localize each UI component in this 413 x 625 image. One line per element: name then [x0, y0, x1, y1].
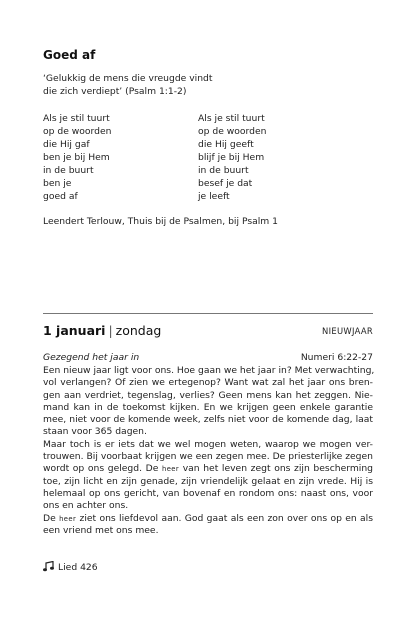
song-reference — [43, 561, 98, 573]
entry-date-line — [43, 323, 161, 338]
poem-line: besef je dat — [198, 178, 253, 189]
text-line — [43, 463, 373, 475]
text-line: helemaal op ons gericht, van bovenaf en rondom ons: naast ons, voor — [43, 487, 373, 499]
poem-right-column — [198, 112, 266, 203]
text-line: gen aan verdriet, tegenslag, verlies? Geen mens kan het zeggen. Nie- — [43, 389, 373, 401]
poem-attribution: Leendert Terlouw, Thuis bij de Psalmen, bij Psalm 1 — [43, 216, 279, 227]
song-label: Lied 426 — [58, 562, 98, 573]
poem-line: goed af — [43, 191, 78, 202]
poem-line: die Hij gaf — [43, 139, 90, 150]
text-fragment: van het leven zegt ons zijn bescherming — [182, 463, 373, 475]
poem-line: ben je — [43, 178, 72, 189]
text-line: vol verlangen? Of zien we ertegenop? Want wat zal het jaar ons bren- — [43, 377, 373, 389]
entry-theme: Gezegend het jaar in — [43, 352, 140, 363]
bible-reference: Numeri 6:22-27 — [300, 352, 373, 363]
poem-line: Als je stil tuurt — [43, 113, 110, 124]
text-line: Een nieuw jaar ligt voor ons. Hoe gaan we het jaar in? Met verwachting, — [43, 365, 375, 376]
entry-header — [43, 323, 373, 341]
poem-line: je leeft — [198, 191, 230, 202]
small-caps-heer: heer — [162, 465, 180, 474]
poem-line: blijf je bij Hem — [198, 152, 265, 163]
text-line: ons en achter ons. — [43, 500, 129, 512]
text-fragment: ziet ons liefdevol aan. God gaat als een zon over ons op en als — [79, 512, 374, 524]
poem-line: in de buurt — [43, 165, 94, 176]
text-line: trouwen. Bij voorbaat krijgen we een zegen mee. De priesterlijke zegen — [43, 451, 373, 463]
section-divider — [43, 313, 373, 314]
text-fragment: De — [43, 512, 56, 524]
poem-epigraph — [43, 73, 212, 98]
poem-line: Als je stil tuurt — [198, 113, 265, 124]
entry-weekday: zondag — [115, 323, 162, 338]
poem-line: op de woorden — [43, 126, 112, 137]
text-line: mand kan in de toekomst kijken. En we krijgen geen enkele garantie — [43, 401, 373, 413]
text-line: een vriend met ons mee. — [43, 524, 159, 536]
text-line — [43, 513, 373, 525]
poem-title: Goed af — [43, 48, 96, 62]
small-caps-heer: heer — [59, 514, 77, 523]
poem-line: op de woorden — [198, 126, 267, 137]
epigraph-line: die zich verdiept’ (Psalm 1:1-2) — [43, 85, 187, 97]
text-line: Maar toch is er iets dat we wel mogen weten, waarop we mogen ver- — [43, 438, 373, 450]
text-line: staan voor 365 dagen. — [43, 426, 147, 438]
poem-left-column — [43, 112, 111, 203]
text-line: mee, niet voor de komende week, zelfs niet voor de komende dag, laat — [43, 414, 373, 426]
text-line: toe, zijn licht en zijn genade, zijn vriendelijk gelaat en zijn vrede. Hij is — [43, 475, 373, 487]
entry-date: 1 januari — [43, 323, 106, 338]
poem-line: in de buurt — [198, 165, 249, 176]
entry-occasion: NIEUWJAAR — [322, 326, 373, 336]
text-fragment: wordt op ons gelegd. De — [43, 463, 159, 475]
meditation-text — [43, 365, 373, 537]
epigraph-line: ‘Gelukkig de mens die vreugde vindt — [43, 73, 213, 84]
music-note-icon — [43, 561, 55, 572]
date-separator: | — [108, 323, 113, 338]
poem-line: ben je bij Hem — [43, 152, 110, 163]
poem-line: die Hij geeft — [198, 139, 254, 150]
